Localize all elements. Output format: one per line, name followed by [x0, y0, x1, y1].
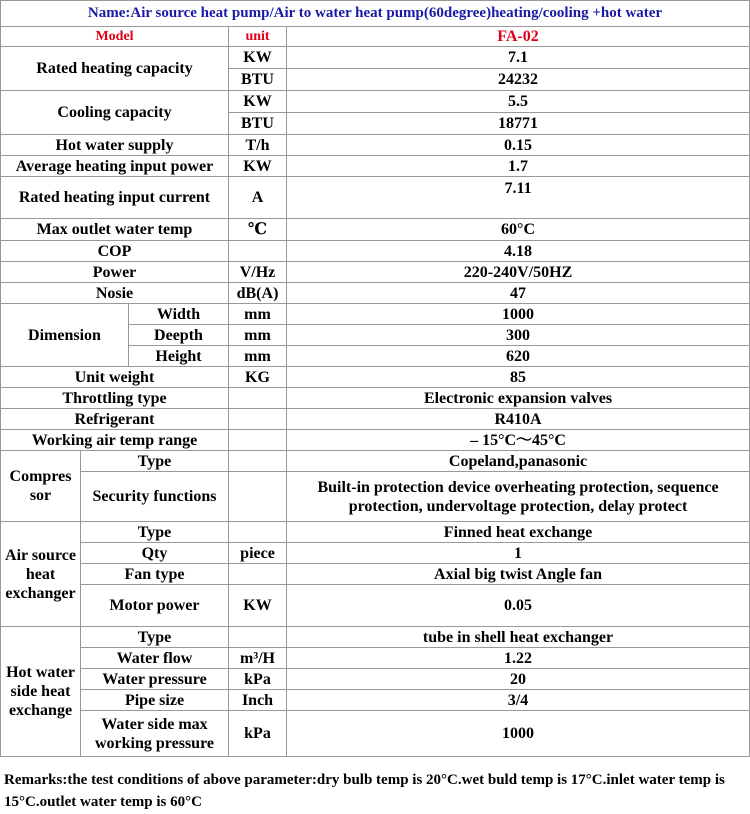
throttling-value: Electronic expansion valves — [287, 388, 750, 409]
air-hx-type-value: Finned heat exchange — [287, 522, 750, 543]
max-temp-label: Max outlet water temp — [1, 219, 229, 241]
throttling-unit — [229, 388, 287, 409]
max-pressure-unit: kPa — [229, 711, 287, 757]
fan-type-value: Axial big twist Angle fan — [287, 564, 750, 585]
pipe-size-label: Pipe size — [81, 690, 229, 711]
water-pressure-label: Water pressure — [81, 669, 229, 690]
fan-type-unit — [229, 564, 287, 585]
unit-weight-value: 85 — [287, 367, 750, 388]
refrigerant-value: R410A — [287, 409, 750, 430]
power-value: 220-240V/50HZ — [287, 262, 750, 283]
air-hx-type-unit — [229, 522, 287, 543]
security-unit — [229, 472, 287, 522]
security-value: Built-in protection device overheating protection, sequence protection, undervoltage protection, delay protect — [287, 472, 750, 522]
air-temp-unit — [229, 430, 287, 451]
power-label: Power — [1, 262, 229, 283]
qty-unit: piece — [229, 543, 287, 564]
cop-value: 4.18 — [287, 241, 750, 262]
water-pressure-unit: kPa — [229, 669, 287, 690]
rated-current-unit: A — [229, 177, 287, 219]
model-value: FA-02 — [287, 27, 750, 47]
rated-current-label: Rated heating input current — [1, 177, 229, 219]
pipe-size-value: 3/4 — [287, 690, 750, 711]
hot-water-label: Hot water supply — [1, 135, 229, 156]
cooling-kw-unit: KW — [229, 91, 287, 113]
remarks-note: Remarks:the test conditions of above parameter:dry bulb temp is 20°C.wet buld temp is 17°C.inlet water temp is 15°C.outlet water temp is 60°C — [4, 772, 725, 810]
water-hx-label: Hot water side heat exchange — [1, 627, 81, 757]
cooling-kw: 5.5 — [287, 91, 750, 113]
max-temp-value: 60°C — [287, 219, 750, 241]
noise-label: Nosie — [1, 283, 229, 304]
max-pressure-value: 1000 — [287, 711, 750, 757]
cooling-label: Cooling capacity — [1, 91, 229, 135]
cooling-btu-unit: BTU — [229, 113, 287, 135]
rated-heating-label: Rated heating capacity — [1, 47, 229, 91]
water-hx-type-label: Type — [81, 627, 229, 648]
refrigerant-label: Refrigerant — [1, 409, 229, 430]
height-label: Height — [129, 346, 229, 367]
air-temp-label: Working air temp range — [1, 430, 229, 451]
max-pressure-label: Water side max working pressure — [81, 711, 229, 757]
air-hx-label: Air source heat exchanger — [1, 522, 81, 627]
width-value: 1000 — [287, 304, 750, 325]
sheet-title: Name:Air source heat pump/Air to water heat pump(60degree)heating/cooling +hot water — [1, 1, 750, 27]
fan-type-label: Fan type — [81, 564, 229, 585]
unit-weight-label: Unit weight — [1, 367, 229, 388]
water-hx-type-unit — [229, 627, 287, 648]
cooling-btu: 18771 — [287, 113, 750, 135]
depth-unit: mm — [229, 325, 287, 346]
motor-power-unit: KW — [229, 585, 287, 627]
refrigerant-unit — [229, 409, 287, 430]
model-header: Model — [1, 27, 229, 47]
water-hx-type-value: tube in shell heat exchanger — [287, 627, 750, 648]
noise-unit: dB(A) — [229, 283, 287, 304]
compressor-label: Compres sor — [1, 451, 81, 522]
water-flow-value: 1.22 — [287, 648, 750, 669]
height-unit: mm — [229, 346, 287, 367]
water-flow-label: Water flow — [81, 648, 229, 669]
air-temp-value: – 15°C～45°C — [287, 430, 750, 451]
water-flow-unit: m³/H — [229, 648, 287, 669]
max-temp-unit: ℃ — [229, 219, 287, 241]
motor-power-label: Motor power — [81, 585, 229, 627]
qty-label: Qty — [81, 543, 229, 564]
rated-heating-btu: 24232 — [287, 69, 750, 91]
pipe-size-unit: Inch — [229, 690, 287, 711]
cop-label: COP — [1, 241, 229, 262]
compressor-type-value: Copeland,panasonic — [287, 451, 750, 472]
unit-weight-unit: KG — [229, 367, 287, 388]
cop-unit — [229, 241, 287, 262]
noise-value: 47 — [287, 283, 750, 304]
dimension-label: Dimension — [1, 304, 129, 367]
hot-water-unit: T/h — [229, 135, 287, 156]
unit-header: unit — [229, 27, 287, 47]
rated-heating-btu-unit: BTU — [229, 69, 287, 91]
hot-water-value: 0.15 — [287, 135, 750, 156]
avg-input-unit: KW — [229, 156, 287, 177]
height-value: 620 — [287, 346, 750, 367]
width-label: Width — [129, 304, 229, 325]
motor-power-value: 0.05 — [287, 585, 750, 627]
security-label: Security functions — [81, 472, 229, 522]
depth-label: Deepth — [129, 325, 229, 346]
compressor-type-unit — [229, 451, 287, 472]
width-unit: mm — [229, 304, 287, 325]
rated-heating-kw: 7.1 — [287, 47, 750, 69]
throttling-label: Throttling type — [1, 388, 229, 409]
compressor-type-label: Type — [81, 451, 229, 472]
power-unit: V/Hz — [229, 262, 287, 283]
avg-input-label: Average heating input power — [1, 156, 229, 177]
air-hx-type-label: Type — [81, 522, 229, 543]
avg-input-value: 1.7 — [287, 156, 750, 177]
depth-value: 300 — [287, 325, 750, 346]
qty-value: 1 — [287, 543, 750, 564]
water-pressure-value: 20 — [287, 669, 750, 690]
rated-current-value: 7.11 — [287, 177, 750, 219]
rated-heating-kw-unit: KW — [229, 47, 287, 69]
